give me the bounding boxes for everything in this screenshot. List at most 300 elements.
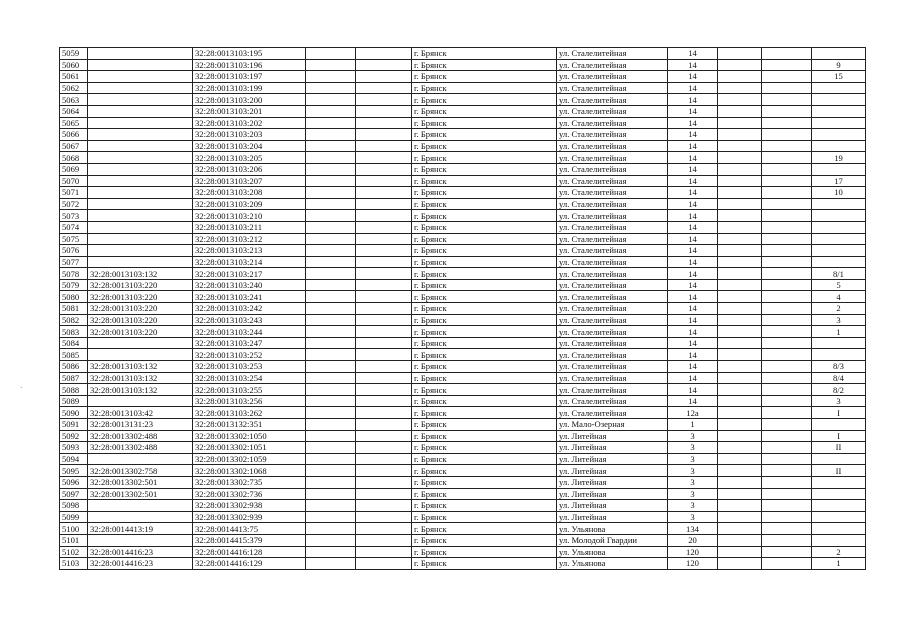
parent-cadastral-cell: 32:28:0013302:488 [88, 430, 193, 442]
empty-cell [306, 48, 356, 60]
cadastral-number-cell: 32:28:0013103:207 [193, 175, 306, 187]
street-cell: ул. Литейная [557, 442, 668, 454]
street-cell: ул. Литейная [557, 500, 668, 512]
street-cell: ул. Сталелитейная [557, 129, 668, 141]
empty-cell [306, 140, 356, 152]
flat-number-cell [812, 117, 866, 129]
empty-cell [762, 546, 812, 558]
house-number-cell: 3 [668, 465, 718, 477]
parent-cadastral-cell [88, 175, 193, 187]
empty-cell [762, 71, 812, 83]
street-cell: ул. Сталелитейная [557, 233, 668, 245]
empty-cell [306, 476, 356, 488]
row-number-cell: 5080 [60, 291, 88, 303]
empty-cell [356, 140, 412, 152]
table-row [60, 453, 866, 465]
city-cell: г. Брянск [412, 500, 557, 512]
house-number-cell: 14 [668, 372, 718, 384]
empty-cell [306, 453, 356, 465]
empty-cell [356, 198, 412, 210]
street-cell: ул. Мало-Озерная [557, 419, 668, 431]
parent-cadastral-cell [88, 129, 193, 141]
cadastral-number-cell: 32:28:0013103:210 [193, 210, 306, 222]
cadastral-number-cell: 32:28:0013103:214 [193, 256, 306, 268]
empty-cell [762, 117, 812, 129]
cadastral-number-cell: 32:28:0013302:1068 [193, 465, 306, 477]
street-cell: ул. Литейная [557, 488, 668, 500]
table-row [60, 384, 866, 396]
table-row [60, 430, 866, 442]
parent-cadastral-cell: 32:28:0013103:220 [88, 279, 193, 291]
house-number-cell: 14 [668, 187, 718, 199]
empty-cell [306, 221, 356, 233]
row-number-cell: 5069 [60, 163, 88, 175]
street-cell: ул. Сталелитейная [557, 198, 668, 210]
row-number-cell: 5064 [60, 105, 88, 117]
flat-number-cell [812, 337, 866, 349]
house-number-cell: 14 [668, 384, 718, 396]
street-cell: ул. Литейная [557, 476, 668, 488]
cadastral-number-cell: 32:28:0013103:200 [193, 94, 306, 106]
empty-cell [718, 419, 762, 431]
empty-cell [762, 558, 812, 570]
parent-cadastral-cell: 32:28:0013103:42 [88, 407, 193, 419]
parent-cadastral-cell [88, 187, 193, 199]
flat-number-cell [812, 511, 866, 523]
house-number-cell: 3 [668, 500, 718, 512]
house-number-cell: 14 [668, 117, 718, 129]
empty-cell [718, 337, 762, 349]
cadastral-number-cell: 32:28:0013103:196 [193, 59, 306, 71]
empty-cell [356, 558, 412, 570]
empty-cell [356, 210, 412, 222]
cadastral-number-cell: 32:28:0013103:255 [193, 384, 306, 396]
empty-cell [356, 500, 412, 512]
empty-cell [762, 314, 812, 326]
scan-speck: · [20, 384, 23, 392]
cadastral-number-cell: 32:28:0013103:254 [193, 372, 306, 384]
row-number-cell: 5095 [60, 465, 88, 477]
empty-cell [718, 407, 762, 419]
city-cell: г. Брянск [412, 384, 557, 396]
parent-cadastral-cell: 32:28:0013103:132 [88, 384, 193, 396]
empty-cell [306, 268, 356, 280]
row-number-cell: 5073 [60, 210, 88, 222]
empty-cell [762, 279, 812, 291]
parent-cadastral-cell [88, 245, 193, 257]
city-cell: г. Брянск [412, 326, 557, 338]
empty-cell [356, 187, 412, 199]
empty-cell [306, 163, 356, 175]
street-cell: ул. Сталелитейная [557, 82, 668, 94]
empty-cell [718, 94, 762, 106]
street-cell: ул. Сталелитейная [557, 152, 668, 164]
cadastral-number-cell: 32:28:0014416:128 [193, 546, 306, 558]
empty-cell [306, 245, 356, 257]
empty-cell [718, 558, 762, 570]
house-number-cell: 14 [668, 94, 718, 106]
empty-cell [762, 268, 812, 280]
empty-cell [718, 511, 762, 523]
empty-cell [762, 291, 812, 303]
flat-number-cell: 15 [812, 71, 866, 83]
city-cell: г. Брянск [412, 419, 557, 431]
flat-number-cell [812, 129, 866, 141]
cadastral-number-cell: 32:28:0013132:351 [193, 419, 306, 431]
house-number-cell: 3 [668, 453, 718, 465]
flat-number-cell [812, 163, 866, 175]
cadastral-number-cell: 32:28:0013103:247 [193, 337, 306, 349]
street-cell: ул. Сталелитейная [557, 48, 668, 60]
table-row [60, 488, 866, 500]
empty-cell [762, 221, 812, 233]
table-row [60, 465, 866, 477]
table-row [60, 117, 866, 129]
empty-cell [718, 268, 762, 280]
city-cell: г. Брянск [412, 256, 557, 268]
empty-cell [306, 187, 356, 199]
empty-cell [762, 152, 812, 164]
parent-cadastral-cell [88, 534, 193, 546]
empty-cell [356, 314, 412, 326]
cadastral-number-cell: 32:28:0013103:262 [193, 407, 306, 419]
city-cell: г. Брянск [412, 407, 557, 419]
empty-cell [356, 291, 412, 303]
empty-cell [356, 82, 412, 94]
street-cell: ул. Сталелитейная [557, 395, 668, 407]
row-number-cell: 5101 [60, 534, 88, 546]
cadastral-number-cell: 32:28:0013103:203 [193, 129, 306, 141]
cadastral-number-cell: 32:28:0014416:129 [193, 558, 306, 570]
empty-cell [718, 384, 762, 396]
flat-number-cell: 3 [812, 395, 866, 407]
cadastral-number-cell: 32:28:0013103:242 [193, 303, 306, 315]
city-cell: г. Брянск [412, 291, 557, 303]
empty-cell [306, 488, 356, 500]
table-row [60, 71, 866, 83]
empty-cell [718, 279, 762, 291]
house-number-cell: 14 [668, 82, 718, 94]
empty-cell [306, 94, 356, 106]
parent-cadastral-cell [88, 210, 193, 222]
table-row [60, 558, 866, 570]
parent-cadastral-cell: 32:28:0014416:23 [88, 558, 193, 570]
empty-cell [718, 105, 762, 117]
house-number-cell: 14 [668, 129, 718, 141]
city-cell: г. Брянск [412, 453, 557, 465]
empty-cell [718, 152, 762, 164]
empty-cell [306, 152, 356, 164]
street-cell: ул. Литейная [557, 430, 668, 442]
parent-cadastral-cell [88, 349, 193, 361]
row-number-cell: 5072 [60, 198, 88, 210]
table-row [60, 256, 866, 268]
table-row [60, 326, 866, 338]
cadastral-number-cell: 32:28:0013103:208 [193, 187, 306, 199]
street-cell: ул. Ульянова [557, 523, 668, 535]
empty-cell [306, 558, 356, 570]
cadastral-number-cell: 32:28:0013103:204 [193, 140, 306, 152]
house-number-cell: 120 [668, 546, 718, 558]
flat-number-cell: 2 [812, 303, 866, 315]
empty-cell [356, 152, 412, 164]
house-number-cell: 14 [668, 221, 718, 233]
cadastral-number-cell: 32:28:0013103:201 [193, 105, 306, 117]
cadastral-number-cell: 32:28:0013103:243 [193, 314, 306, 326]
house-number-cell: 3 [668, 488, 718, 500]
parent-cadastral-cell [88, 221, 193, 233]
cadastral-number-cell: 32:28:0013103:205 [193, 152, 306, 164]
street-cell: ул. Сталелитейная [557, 268, 668, 280]
empty-cell [718, 395, 762, 407]
parent-cadastral-cell: 32:28:0013103:220 [88, 326, 193, 338]
table-row [60, 245, 866, 257]
flat-number-cell: 8/1 [812, 268, 866, 280]
city-cell: г. Брянск [412, 48, 557, 60]
house-number-cell: 3 [668, 430, 718, 442]
street-cell: ул. Сталелитейная [557, 326, 668, 338]
street-cell: ул. Сталелитейная [557, 71, 668, 83]
row-number-cell: 5066 [60, 129, 88, 141]
empty-cell [762, 361, 812, 373]
flat-number-cell [812, 476, 866, 488]
empty-cell [356, 71, 412, 83]
row-number-cell: 5100 [60, 523, 88, 535]
row-number-cell: 5086 [60, 361, 88, 373]
flat-number-cell [812, 221, 866, 233]
empty-cell [356, 511, 412, 523]
street-cell: ул. Молодой Гвардии [557, 534, 668, 546]
house-number-cell: 3 [668, 476, 718, 488]
empty-cell [356, 129, 412, 141]
flat-number-cell: 17 [812, 175, 866, 187]
parent-cadastral-cell [88, 140, 193, 152]
empty-cell [356, 453, 412, 465]
flat-number-cell [812, 233, 866, 245]
city-cell: г. Брянск [412, 245, 557, 257]
empty-cell [718, 349, 762, 361]
city-cell: г. Брянск [412, 303, 557, 315]
empty-cell [718, 314, 762, 326]
empty-cell [718, 71, 762, 83]
cadastral-number-cell: 32:28:0013103:252 [193, 349, 306, 361]
city-cell: г. Брянск [412, 349, 557, 361]
row-number-cell: 5102 [60, 546, 88, 558]
empty-cell [356, 395, 412, 407]
empty-cell [306, 291, 356, 303]
street-cell: ул. Сталелитейная [557, 279, 668, 291]
house-number-cell: 14 [668, 256, 718, 268]
cadastral-number-cell: 32:28:0013103:199 [193, 82, 306, 94]
flat-number-cell: 2 [812, 546, 866, 558]
parent-cadastral-cell [88, 105, 193, 117]
row-number-cell: 5090 [60, 407, 88, 419]
parent-cadastral-cell [88, 233, 193, 245]
cadastral-number-cell: 32:28:0013302:736 [193, 488, 306, 500]
table-row [60, 476, 866, 488]
flat-number-cell: 8/3 [812, 361, 866, 373]
empty-cell [306, 442, 356, 454]
empty-cell [718, 303, 762, 315]
empty-cell [306, 117, 356, 129]
empty-cell [718, 59, 762, 71]
house-number-cell: 14 [668, 291, 718, 303]
table-row [60, 175, 866, 187]
empty-cell [762, 82, 812, 94]
empty-cell [356, 268, 412, 280]
city-cell: г. Брянск [412, 59, 557, 71]
table-row [60, 152, 866, 164]
empty-cell [356, 94, 412, 106]
city-cell: г. Брянск [412, 187, 557, 199]
table-row [60, 163, 866, 175]
parent-cadastral-cell [88, 511, 193, 523]
city-cell: г. Брянск [412, 175, 557, 187]
street-cell: ул. Литейная [557, 511, 668, 523]
flat-number-cell [812, 453, 866, 465]
empty-cell [306, 337, 356, 349]
city-cell: г. Брянск [412, 523, 557, 535]
parent-cadastral-cell: 32:28:0014413:19 [88, 523, 193, 535]
empty-cell [306, 372, 356, 384]
city-cell: г. Брянск [412, 105, 557, 117]
house-number-cell: 120 [668, 558, 718, 570]
parent-cadastral-cell [88, 395, 193, 407]
empty-cell [356, 419, 412, 431]
street-cell: ул. Сталелитейная [557, 256, 668, 268]
row-number-cell: 5062 [60, 82, 88, 94]
street-cell: ул. Сталелитейная [557, 94, 668, 106]
empty-cell [306, 361, 356, 373]
row-number-cell: 5098 [60, 500, 88, 512]
city-cell: г. Брянск [412, 71, 557, 83]
parent-cadastral-cell: 32:28:0013302:758 [88, 465, 193, 477]
empty-cell [762, 419, 812, 431]
parent-cadastral-cell [88, 59, 193, 71]
row-number-cell: 5103 [60, 558, 88, 570]
street-cell: ул. Сталелитейная [557, 105, 668, 117]
empty-cell [356, 476, 412, 488]
empty-cell [356, 256, 412, 268]
city-cell: г. Брянск [412, 372, 557, 384]
table-row [60, 140, 866, 152]
row-number-cell: 5093 [60, 442, 88, 454]
empty-cell [718, 82, 762, 94]
empty-cell [718, 187, 762, 199]
cadastral-number-cell: 32:28:0013103:241 [193, 291, 306, 303]
row-number-cell: 5070 [60, 175, 88, 187]
street-cell: ул. Сталелитейная [557, 337, 668, 349]
parent-cadastral-cell [88, 163, 193, 175]
empty-cell [306, 59, 356, 71]
empty-cell [356, 279, 412, 291]
empty-cell [356, 372, 412, 384]
parent-cadastral-cell: 32:28:0013302:501 [88, 476, 193, 488]
street-cell: ул. Сталелитейная [557, 372, 668, 384]
empty-cell [306, 384, 356, 396]
empty-cell [306, 534, 356, 546]
street-cell: ул. Сталелитейная [557, 59, 668, 71]
flat-number-cell: I [812, 407, 866, 419]
empty-cell [306, 395, 356, 407]
empty-cell [306, 129, 356, 141]
house-number-cell: 14 [668, 48, 718, 60]
flat-number-cell [812, 349, 866, 361]
house-number-cell: 134 [668, 523, 718, 535]
empty-cell [762, 187, 812, 199]
house-number-cell: 3 [668, 442, 718, 454]
table-row [60, 337, 866, 349]
empty-cell [356, 221, 412, 233]
city-cell: г. Брянск [412, 268, 557, 280]
street-cell: ул. Сталелитейная [557, 349, 668, 361]
flat-number-cell: 4 [812, 291, 866, 303]
empty-cell [762, 442, 812, 454]
table-row [60, 372, 866, 384]
row-number-cell: 5075 [60, 233, 88, 245]
flat-number-cell [812, 500, 866, 512]
house-number-cell: 14 [668, 198, 718, 210]
empty-cell [718, 198, 762, 210]
cadastral-number-cell: 32:28:0013103:256 [193, 395, 306, 407]
city-cell: г. Брянск [412, 558, 557, 570]
city-cell: г. Брянск [412, 221, 557, 233]
city-cell: г. Брянск [412, 117, 557, 129]
empty-cell [762, 465, 812, 477]
empty-cell [762, 372, 812, 384]
city-cell: г. Брянск [412, 82, 557, 94]
flat-number-cell: 19 [812, 152, 866, 164]
parent-cadastral-cell: 32:28:0013103:220 [88, 291, 193, 303]
empty-cell [718, 256, 762, 268]
city-cell: г. Брянск [412, 94, 557, 106]
empty-cell [306, 419, 356, 431]
empty-cell [762, 210, 812, 222]
table-row [60, 129, 866, 141]
empty-cell [306, 326, 356, 338]
table-row [60, 59, 866, 71]
empty-cell [306, 465, 356, 477]
flat-number-cell: 5 [812, 279, 866, 291]
empty-cell [356, 534, 412, 546]
cadastral-number-cell: 32:28:0013302:939 [193, 511, 306, 523]
city-cell: г. Брянск [412, 442, 557, 454]
parent-cadastral-cell [88, 453, 193, 465]
table-row [60, 407, 866, 419]
empty-cell [762, 59, 812, 71]
parent-cadastral-cell [88, 48, 193, 60]
parent-cadastral-cell [88, 152, 193, 164]
empty-cell [718, 546, 762, 558]
city-cell: г. Брянск [412, 233, 557, 245]
row-number-cell: 5077 [60, 256, 88, 268]
flat-number-cell: II [812, 465, 866, 477]
street-cell: ул. Литейная [557, 453, 668, 465]
empty-cell [718, 488, 762, 500]
table-row [60, 361, 866, 373]
parent-cadastral-cell: 32:28:0013131:23 [88, 419, 193, 431]
row-number-cell: 5060 [60, 59, 88, 71]
city-cell: г. Брянск [412, 430, 557, 442]
city-cell: г. Брянск [412, 361, 557, 373]
house-number-cell: 14 [668, 59, 718, 71]
row-number-cell: 5071 [60, 187, 88, 199]
city-cell: г. Брянск [412, 129, 557, 141]
row-number-cell: 5094 [60, 453, 88, 465]
empty-cell [356, 546, 412, 558]
row-number-cell: 5085 [60, 349, 88, 361]
row-number-cell: 5081 [60, 303, 88, 315]
